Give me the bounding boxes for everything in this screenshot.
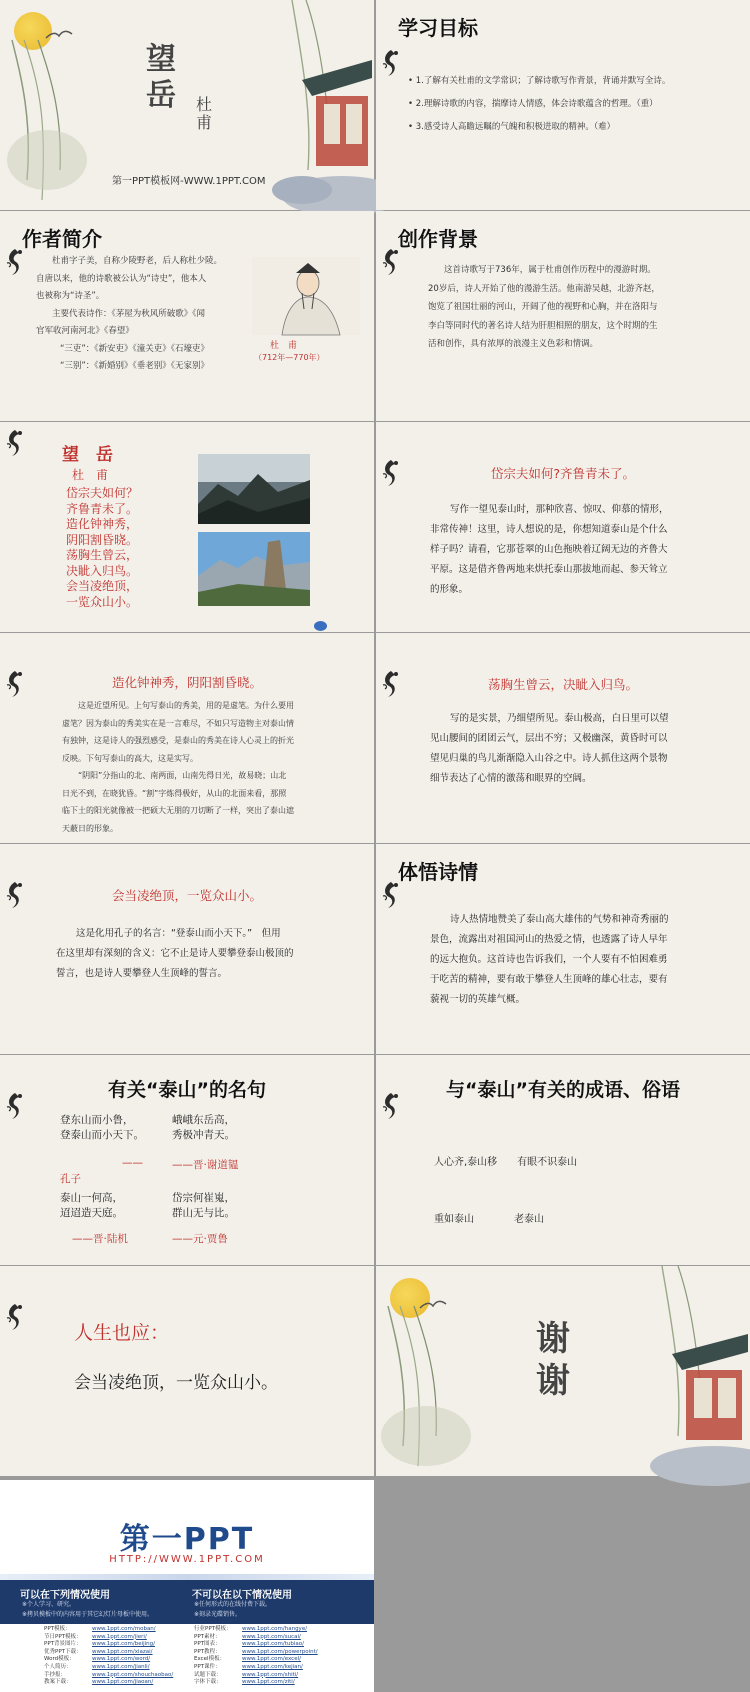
- slide-heading: 创作背景: [398, 227, 478, 251]
- resource-link-label: PPT素材：: [194, 1633, 221, 1640]
- slide-license[interactable]: [0, 1480, 374, 1692]
- resource-link-row: [194, 1679, 318, 1687]
- slide-heading: 学习目标: [398, 16, 478, 40]
- slide-conclusion[interactable]: [0, 1266, 374, 1476]
- slide-analysis-4[interactable]: [0, 844, 374, 1054]
- reflection-text: 诗人热情地赞美了泰山高大雄伟的气势和神奇秀丽的 景色，流露出对祖国河山的热爱之情，也透露了诗人早年 的远大抱负。这首诗也告诉我们，一个人要有不怕困难勇 于吃苦的精神，要有敢于攀登人生顶峰的雄心壮志，要有 藐视一切的英雄气概。: [430, 914, 669, 1005]
- resource-link-row: [44, 1626, 173, 1634]
- resource-link-row: [44, 1664, 173, 1672]
- analysis-heading: 造化钟神秀，阴阳割昏晓。: [111, 675, 262, 690]
- nav-dot-icon[interactable]: [314, 621, 327, 631]
- resource-link-row: [194, 1656, 318, 1664]
- allowed-heading: 可以在下列情况使用: [20, 1590, 110, 1601]
- slide-learning-goals[interactable]: [376, 0, 750, 210]
- goal-list: [408, 70, 748, 139]
- resource-link-row: [194, 1664, 318, 1672]
- resource-link-row: [44, 1641, 173, 1649]
- quote-1-source: ——: [122, 1157, 143, 1169]
- links-right: [194, 1626, 318, 1687]
- quote-3: 泰山一何高， 迢迢造天庭。: [60, 1192, 123, 1219]
- resource-link[interactable]: www.1ppt.com/powerpoint/: [242, 1648, 318, 1655]
- resource-link-label: 手抄报：: [44, 1671, 67, 1678]
- site-label: 第一PPT模板网-WWW.1PPT.COM: [112, 176, 266, 187]
- slide-poem[interactable]: [0, 422, 374, 632]
- quote-3-source: ——晋·陆机: [72, 1233, 128, 1245]
- links-left: [44, 1626, 173, 1687]
- resource-link[interactable]: www.1ppt.com/shiti/: [242, 1671, 299, 1678]
- quote-4: 岱宗何崔嵬， 群山无与比。: [172, 1192, 235, 1219]
- slide-title[interactable]: [0, 0, 374, 210]
- dragon-icon: [380, 48, 402, 78]
- analysis-heading: 荡胸生曾云，决眦入归鸟。: [487, 677, 638, 692]
- resource-link[interactable]: www.1ppt.com/word/: [92, 1656, 151, 1663]
- conclusion-heading: 人生也应：: [74, 1322, 170, 1344]
- poem-lines: 岱宗夫如何？ 齐鲁青未了。 造化钟神秀， 阴阳割昏晓。 荡胸生曾云， 决眦入归鸟。 会当凌绝顶， 一览众山小。: [66, 486, 139, 609]
- resource-link-label: PPT图表：: [194, 1641, 221, 1648]
- analysis-text: 这是近望所见。上句写泰山的秀美，用的是虚笔。为什么要用 虚笔？因为泰山的秀美实在是一言难尽，不如只写造物主对泰山情 有独钟，这是诗人的强烈感受，是泰山的秀美在诗人心灵上的折光 反映。下句写泰山的高大，这是实写。 “阴阳”分指山的北、南两面，山南先得日光，故易晓；山北 日光不到，在晓犹昏。“割”字炼得极好，从山的北面来看，那照 临下土的阳光就像被一把硕大无朋的刀切断了一样，突出了泰山遮 天蔽日的形象。: [62, 701, 294, 833]
- poem-author: 杜 甫: [196, 95, 213, 132]
- resource-link-row: [194, 1641, 318, 1649]
- analysis-text: 写作一望见泰山时，那种欣喜、惊叹、仰慕的情形， 非常传神！这里，诗人想说的是，你想知道泰山是个什么 样子吗？请看，它那苍翠的山色拖映着辽阔无边的齐鲁大 平原。这是借齐鲁两地来烘托泰山那拔地而起、参天耸立 的形象。: [430, 504, 669, 595]
- slide-thanks[interactable]: [376, 1266, 750, 1476]
- resource-link-label: Excel模板：: [194, 1656, 226, 1663]
- quote-4-source: ——元·贾鲁: [172, 1233, 228, 1245]
- resource-link-label: PPT背景图片：: [44, 1641, 82, 1648]
- resource-link-label: 个人简历：: [44, 1663, 72, 1670]
- resource-link-label: PPT模板：: [44, 1626, 71, 1632]
- analysis-text: 这是化用孔子的名言：“登泰山而小天下。” 但用 在这里却有深刻的含义：它不止是诗人要攀登泰山极顶的 誓言，也是诗人要攀登人生顶峰的誓言。: [56, 928, 294, 979]
- resource-link[interactable]: www.1ppt.com/shouchaobao/: [92, 1671, 174, 1678]
- slide-idioms[interactable]: [376, 1055, 750, 1265]
- analysis-heading: 会当凌绝顶，一览众山小。: [111, 888, 262, 903]
- slide-analysis-3[interactable]: [376, 633, 750, 843]
- mountain-photo-2: [198, 532, 310, 606]
- author-text: 杜甫字子美，自称少陵野老，后人称杜少陵。 自唐以来，他的诗歌被公认为“诗史”，他本人 也被称为“诗圣”。 主要代表诗作：《茅屋为秋风所破歌》《闻 官军收河南河北》《春望》 “三吏”：《新安吏》《潼关吏》《石壕吏》 “三别”：《新婚别》《垂老别》《无家别》: [36, 256, 223, 371]
- willow-left-icon: [2, 40, 92, 210]
- thanks-text: 谢 谢: [536, 1319, 570, 1401]
- resource-link[interactable]: www.1ppt.com/excel/: [242, 1656, 301, 1663]
- dragon-icon: [4, 428, 26, 458]
- slide-famous-quotes[interactable]: [0, 1055, 374, 1265]
- idiom-list: 人心齐,泰山移 有眼不识泰山 重如泰山 老泰山: [434, 1157, 578, 1225]
- slide-author-intro[interactable]: [0, 211, 374, 421]
- brand-url[interactable]: HTTP://WWW.1PPT.COM: [109, 1554, 265, 1565]
- portrait-image: [252, 257, 360, 335]
- resource-link-label: PPT教程：: [194, 1648, 221, 1655]
- resource-link-label: 教案下载：: [44, 1679, 72, 1686]
- slide-heading: 作者简介: [22, 227, 102, 251]
- resource-link[interactable]: www.1ppt.com/moban/: [92, 1626, 156, 1632]
- resource-link[interactable]: www.1ppt.com/tubiao/: [242, 1641, 304, 1648]
- resource-link[interactable]: www.1ppt.com/sucai/: [242, 1633, 301, 1640]
- resource-link[interactable]: www.1ppt.com/kejian/: [242, 1663, 303, 1670]
- slide-heading: 有关“泰山”的名句: [108, 1079, 266, 1101]
- resource-link-label: PPT课件：: [194, 1663, 221, 1670]
- analysis-text: 写的是实景，乃细望所见。泰山极高，白日里可以望 见山腰间的团团云气，层出不穷；又极幽深，黄昏时可以 望见归巢的鸟儿渐渐隐入山谷之中。诗人抓住这两个景物 细节表达了心情的激荡和眼界的空阔。: [430, 713, 669, 784]
- background-text: 这首诗歌写于736年，属于杜甫创作历程中的漫游时期。 20岁后，诗人开始了他的漫游生活。他南游吴越，北游齐赵， 饱览了祖国壮丽的河山，开阔了他的视野和心胸，并在洛阳与 李白等同时代的著名诗人结为肝胆相照的朋友，这个时期的生 活和创作，具有浓厚的浪漫主义色彩和情调。: [428, 265, 660, 349]
- poem-title: 望 岳: [146, 42, 176, 113]
- conclusion-line: 会当凌绝顶，一览众山小。: [74, 1373, 278, 1393]
- resource-link-label: 节日PPT模板：: [44, 1633, 82, 1640]
- resource-link[interactable]: www.1ppt.com/beijing/: [92, 1641, 156, 1648]
- forbidden-list: ※任何形式的在线付费下载。 ※刻录光碟销售。: [194, 1601, 272, 1618]
- resource-link-row: [44, 1679, 173, 1687]
- analysis-heading: 岱宗夫如何?齐鲁青未了。: [490, 466, 636, 481]
- resource-link-label: 试题下载：: [194, 1671, 222, 1678]
- resource-link-row: [194, 1626, 318, 1634]
- dragon-icon: [4, 1302, 26, 1332]
- resource-link[interactable]: www.1ppt.com/jieri/: [92, 1633, 147, 1640]
- resource-link-label: Word模板：: [44, 1656, 75, 1663]
- pavilion-icon: [272, 0, 374, 210]
- portrait-years: （712年—770年）: [254, 353, 325, 362]
- license-banner: [0, 1580, 374, 1624]
- poem-title: 望 岳: [62, 445, 113, 465]
- slide-analysis-1[interactable]: [376, 422, 750, 632]
- brand-logo: 第一PPT: [119, 1522, 255, 1557]
- mountain-photo-1: [198, 454, 310, 524]
- slide-background[interactable]: [376, 211, 750, 421]
- quote-1: 登东山而小鲁， 登泰山而小天下。: [60, 1114, 144, 1141]
- resource-link[interactable]: www.1ppt.com/hangye/: [242, 1626, 308, 1632]
- goal-item: • 1.了解有关杜甫的文学常识；了解诗歌写作背景，背诵并默写全诗。: [408, 76, 671, 86]
- slide-analysis-2[interactable]: [0, 633, 374, 843]
- willow-left-icon: [376, 1306, 486, 1476]
- forbidden-heading: 不可以在以下情况使用: [192, 1590, 292, 1601]
- resource-link[interactable]: www.1ppt.com/jianli/: [92, 1663, 150, 1670]
- allowed-list: ※个人学习、研究。 ※拷贝模板中的内容用于其它幻灯片母板中使用。: [22, 1601, 154, 1618]
- resource-link[interactable]: www.1ppt.com/jiaoan/: [92, 1679, 154, 1686]
- slide-heading: 与“泰山”有关的成语、俗语: [446, 1079, 680, 1101]
- pavilion-icon: [638, 1266, 750, 1476]
- resource-link-label: 行业PPT模板：: [194, 1626, 232, 1632]
- resource-link[interactable]: www.1ppt.com/xiazai/: [92, 1648, 153, 1655]
- slide-heading: 体悟诗情: [398, 860, 478, 884]
- resource-link[interactable]: www.1ppt.com/ziti/: [242, 1679, 295, 1686]
- quote-1-author: 孔子: [60, 1173, 81, 1185]
- quote-2: 峨峨东岳高， 秀极冲青天。: [172, 1114, 235, 1141]
- poem-author: 杜 甫: [72, 468, 109, 482]
- goal-item: • 3.感受诗人高瞻远瞩的气魄和积极进取的精神。（难）: [408, 122, 616, 132]
- portrait-name: 杜 甫: [270, 341, 298, 351]
- resource-link-row: [44, 1656, 173, 1664]
- quote-2-source: ——晋·谢道韫: [172, 1159, 239, 1171]
- goal-item: • 2.理解诗歌的内容，揣摩诗人情感，体会诗歌蕴含的哲理。（重）: [408, 99, 658, 109]
- resource-link-label: 字体下载：: [194, 1679, 222, 1686]
- resource-link-label: 优秀PPT下载：: [44, 1648, 82, 1655]
- slide-reflection[interactable]: [376, 844, 750, 1054]
